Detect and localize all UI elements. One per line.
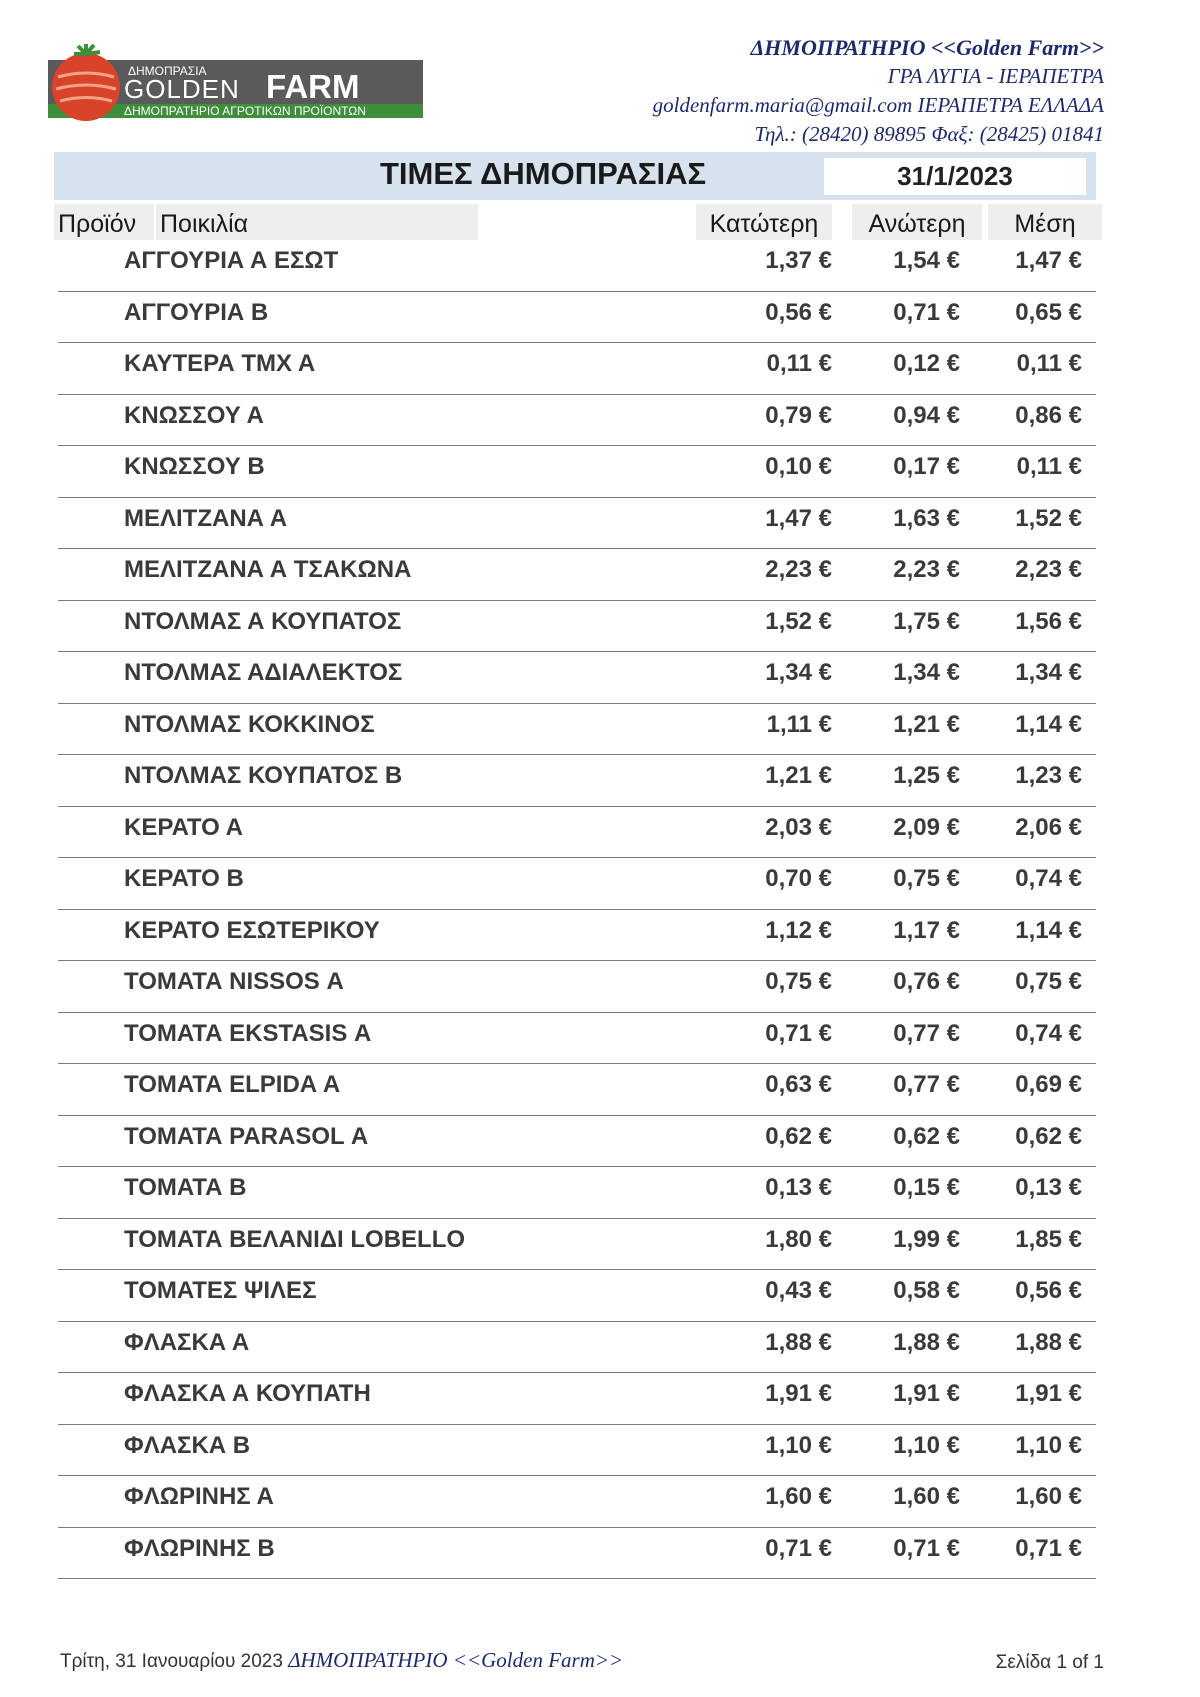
row-low-price: 0,62 € [765, 1122, 832, 1150]
table-row [58, 1013, 1096, 1065]
tomato-icon [52, 44, 120, 121]
row-avg-price: 1,34 € [1015, 659, 1082, 686]
row-low-price: 1,10 € [765, 1431, 832, 1459]
table-row [58, 549, 1096, 601]
table-row [58, 1219, 1096, 1271]
row-avg-price: 0,74 € [1015, 865, 1082, 892]
row-low-price: 0,70 € [765, 865, 832, 892]
table-row [58, 1322, 1096, 1374]
row-variety: ΦΛΑΣΚΑ Α ΚΟΥΠΑΤΗ [124, 1380, 371, 1407]
row-avg-price: 1,88 € [1015, 1328, 1082, 1356]
table-row [58, 755, 1096, 807]
row-avg-price: 1,47 € [1015, 247, 1082, 274]
table-row [58, 240, 1096, 292]
row-high-price: 0,12 € [893, 350, 960, 377]
row-variety: ΚΕΡΑΤΟ Α [124, 813, 243, 841]
row-high-price: 1,99 € [893, 1225, 960, 1253]
row-high-price: 0,71 € [893, 1534, 960, 1562]
golden-farm-logo [48, 44, 438, 129]
price-table [58, 240, 1096, 1579]
row-variety: ΤΟΜΑΤΑ PARASOL Α [124, 1122, 369, 1150]
row-avg-price: 0,75 € [1015, 968, 1082, 995]
row-high-price: 0,75 € [893, 865, 960, 892]
table-row [58, 807, 1096, 859]
row-avg-price: 0,74 € [1015, 1019, 1082, 1047]
column-header-high: Ανώτερη [852, 204, 982, 240]
row-low-price: 1,21 € [765, 762, 832, 789]
table-row [58, 601, 1096, 653]
row-variety: ΝΤΟΛΜΑΣ Α ΚΟΥΠΑΤΟΣ [124, 607, 402, 635]
table-row [58, 292, 1096, 344]
table-row [58, 961, 1096, 1013]
table-row [58, 1064, 1096, 1116]
row-variety: ΚΕΡΑΤΟ Β [124, 865, 244, 892]
row-high-price: 1,25 € [893, 762, 960, 789]
row-variety: ΤΟΜΑΤΑ NISSOS Α [124, 968, 344, 995]
row-low-price: 1,80 € [765, 1225, 832, 1253]
table-row [58, 910, 1096, 962]
footer-page-number: Σελίδα 1 of 1 [995, 1652, 1104, 1673]
row-low-price: 2,03 € [765, 813, 832, 841]
row-avg-price: 0,11 € [1016, 350, 1082, 377]
row-low-price: 1,88 € [765, 1328, 832, 1356]
row-avg-price: 0,69 € [1015, 1071, 1082, 1098]
row-variety: ΤΟΜΑΤΑ ΒΕΛΑΝΙΔΙ LOBELLO [124, 1225, 466, 1253]
company-header [653, 33, 1104, 149]
row-variety: ΤΟΜΑΤΑ ELPIDA Α [124, 1071, 341, 1098]
row-avg-price: 1,60 € [1015, 1483, 1082, 1510]
company-location: ΓΡΑ ΛΥΓΙΑ - ΙΕΡΑΠΕΤΡΑ [887, 64, 1104, 88]
row-high-price: 1,21 € [893, 710, 960, 738]
company-name: ΔΗΜΟΠΡΑΤΗΡΙΟ <<Golden Farm>> [750, 35, 1104, 60]
table-row [58, 652, 1096, 704]
row-variety: ΤΟΜΑΤΑ EKSTASIS Α [124, 1019, 372, 1047]
table-row [58, 704, 1096, 756]
row-high-price: 0,17 € [893, 453, 960, 480]
auction-date: 31/1/2023 [824, 158, 1086, 195]
footer-company: ΔΗΜΟΠΡΑΤΗΡΙΟ <<Golden Farm>> [288, 1648, 624, 1672]
row-variety: ΝΤΟΛΜΑΣ ΚΟΥΠΑΤΟΣ Β [124, 762, 403, 789]
row-low-price: 1,11 € [766, 710, 832, 738]
row-low-price: 0,11 € [766, 350, 832, 377]
row-variety: ΦΛΑΣΚΑ Β [124, 1431, 251, 1459]
row-high-price: 0,62 € [893, 1122, 960, 1150]
row-avg-price: 2,23 € [1015, 556, 1082, 583]
row-avg-price: 0,62 € [1015, 1122, 1082, 1150]
row-high-price: 0,94 € [893, 401, 960, 429]
table-row [58, 1528, 1096, 1580]
row-avg-price: 0,13 € [1015, 1174, 1082, 1201]
table-row [58, 395, 1096, 447]
column-header-low: Κατώτερη [696, 204, 832, 240]
table-row [58, 498, 1096, 550]
row-low-price: 0,79 € [765, 401, 832, 429]
row-low-price: 0,56 € [765, 298, 832, 326]
row-high-price: 1,10 € [893, 1431, 960, 1459]
table-row [58, 1270, 1096, 1322]
row-avg-price: 1,56 € [1015, 607, 1082, 635]
row-avg-price: 1,52 € [1015, 504, 1082, 532]
row-high-price: 0,77 € [893, 1019, 960, 1047]
row-high-price: 1,54 € [893, 247, 960, 274]
row-high-price: 1,60 € [893, 1483, 960, 1510]
row-variety: ΝΤΟΛΜΑΣ ΑΔΙΑΛΕΚΤΟΣ [124, 659, 403, 686]
row-high-price: 1,88 € [893, 1328, 960, 1356]
logo-brand-right: FARM [266, 68, 360, 105]
row-variety: ΦΛΩΡΙΝΗΣ Α [124, 1483, 274, 1510]
row-low-price: 1,60 € [765, 1483, 832, 1510]
row-high-price: 1,17 € [893, 916, 960, 944]
row-avg-price: 1,91 € [1015, 1380, 1082, 1407]
table-row [58, 1476, 1096, 1528]
row-low-price: 1,12 € [765, 916, 832, 944]
table-row [58, 1116, 1096, 1168]
row-avg-price: 0,86 € [1015, 401, 1082, 429]
footer-left [60, 1648, 623, 1673]
row-high-price: 1,91 € [893, 1380, 960, 1407]
row-avg-price: 0,65 € [1015, 298, 1082, 326]
row-avg-price: 1,23 € [1015, 762, 1082, 789]
row-low-price: 0,71 € [765, 1534, 832, 1562]
row-avg-price: 1,14 € [1015, 916, 1082, 944]
row-variety: ΚΝΩΣΣΟΥ Α [124, 401, 264, 429]
logo-top-text: ΔΗΜΟΠΡΑΣΙΑ [128, 64, 207, 78]
row-low-price: 0,71 € [765, 1019, 832, 1047]
row-low-price: 2,23 € [765, 556, 832, 583]
company-phone-line: Τηλ.: (28420) 89895 Φαξ: (28425) 01841 [754, 122, 1104, 146]
row-variety: ΜΕΛΙΤΖΑΝΑ Α ΤΣΑΚΩΝΑ [124, 556, 412, 583]
row-high-price: 0,58 € [893, 1277, 960, 1304]
page-title: ΤΙΜΕΣ ΔΗΜΟΠΡΑΣΙΑΣ [380, 156, 707, 191]
table-row [58, 343, 1096, 395]
row-high-price: 2,09 € [893, 813, 960, 841]
row-avg-price: 0,56 € [1015, 1277, 1082, 1304]
row-avg-price: 0,71 € [1015, 1534, 1082, 1562]
row-low-price: 1,47 € [765, 504, 832, 532]
row-low-price: 1,52 € [765, 607, 832, 635]
row-variety: ΜΕΛΙΤΖΑΝΑ Α [124, 504, 288, 532]
row-variety: ΦΛΩΡΙΝΗΣ Β [124, 1534, 275, 1562]
logo-strip-text: ΔΗΜΟΠΡΑΤΗΡΙΟ ΑΓΡΟΤΙΚΩΝ ΠΡΟΪΟΝΤΩΝ [124, 104, 366, 118]
footer-date: Τρίτη, 31 Ιανουαρίου 2023 [60, 1651, 283, 1672]
row-high-price: 0,15 € [893, 1174, 960, 1201]
row-low-price: 1,37 € [765, 247, 832, 274]
table-row [58, 446, 1096, 498]
row-avg-price: 1,10 € [1015, 1431, 1082, 1459]
row-variety: ΚΕΡΑΤΟ ΕΣΩΤΕΡΙΚΟΥ [124, 916, 380, 944]
row-low-price: 1,34 € [765, 659, 832, 686]
row-avg-price: 1,85 € [1015, 1225, 1082, 1253]
row-variety: ΑΓΓΟΥΡΙΑ Β [124, 298, 269, 326]
logo-brand-left: GOLDEN [124, 74, 240, 104]
row-high-price: 1,75 € [893, 607, 960, 635]
row-avg-price: 0,11 € [1016, 453, 1082, 480]
table-row [58, 858, 1096, 910]
row-low-price: 0,10 € [765, 453, 832, 480]
row-variety: ΚΝΩΣΣΟΥ Β [124, 453, 265, 480]
row-high-price: 0,77 € [893, 1071, 960, 1098]
table-row [58, 1167, 1096, 1219]
column-header-variety: Ποικιλία [156, 204, 478, 240]
row-variety: ΦΛΑΣΚΑ Α [124, 1328, 250, 1356]
row-high-price: 1,63 € [893, 504, 960, 532]
row-high-price: 0,71 € [893, 298, 960, 326]
row-avg-price: 1,14 € [1015, 710, 1082, 738]
column-header-product: Προϊόν [54, 204, 154, 240]
row-low-price: 1,91 € [765, 1380, 832, 1407]
row-low-price: 0,13 € [765, 1174, 832, 1201]
table-row [58, 1373, 1096, 1425]
row-low-price: 0,43 € [765, 1277, 832, 1304]
row-variety: ΤΟΜΑΤΑ Β [124, 1174, 247, 1201]
row-high-price: 0,76 € [893, 968, 960, 995]
row-high-price: 2,23 € [893, 556, 960, 583]
table-row [58, 1425, 1096, 1477]
row-low-price: 0,75 € [765, 968, 832, 995]
row-avg-price: 2,06 € [1015, 813, 1082, 841]
row-high-price: 1,34 € [893, 659, 960, 686]
row-variety: ΚΑΥΤΕΡΑ ΤΜΧ Α [124, 350, 316, 377]
row-variety: ΤΟΜΑΤΕΣ ΨΙΛΕΣ [124, 1277, 317, 1304]
company-email-line: goldenfarm.maria@gmail.com ΙΕΡΑΠΕΤΡΑ ΕΛΛΑΔΑ [652, 93, 1104, 117]
row-variety: ΝΤΟΛΜΑΣ ΚΟΚΚΙΝΟΣ [124, 710, 375, 738]
column-header-avg: Μέση [988, 204, 1102, 240]
row-variety: ΑΓΓΟΥΡΙΑ Α ΕΣΩΤ [124, 247, 339, 274]
row-low-price: 0,63 € [765, 1071, 832, 1098]
